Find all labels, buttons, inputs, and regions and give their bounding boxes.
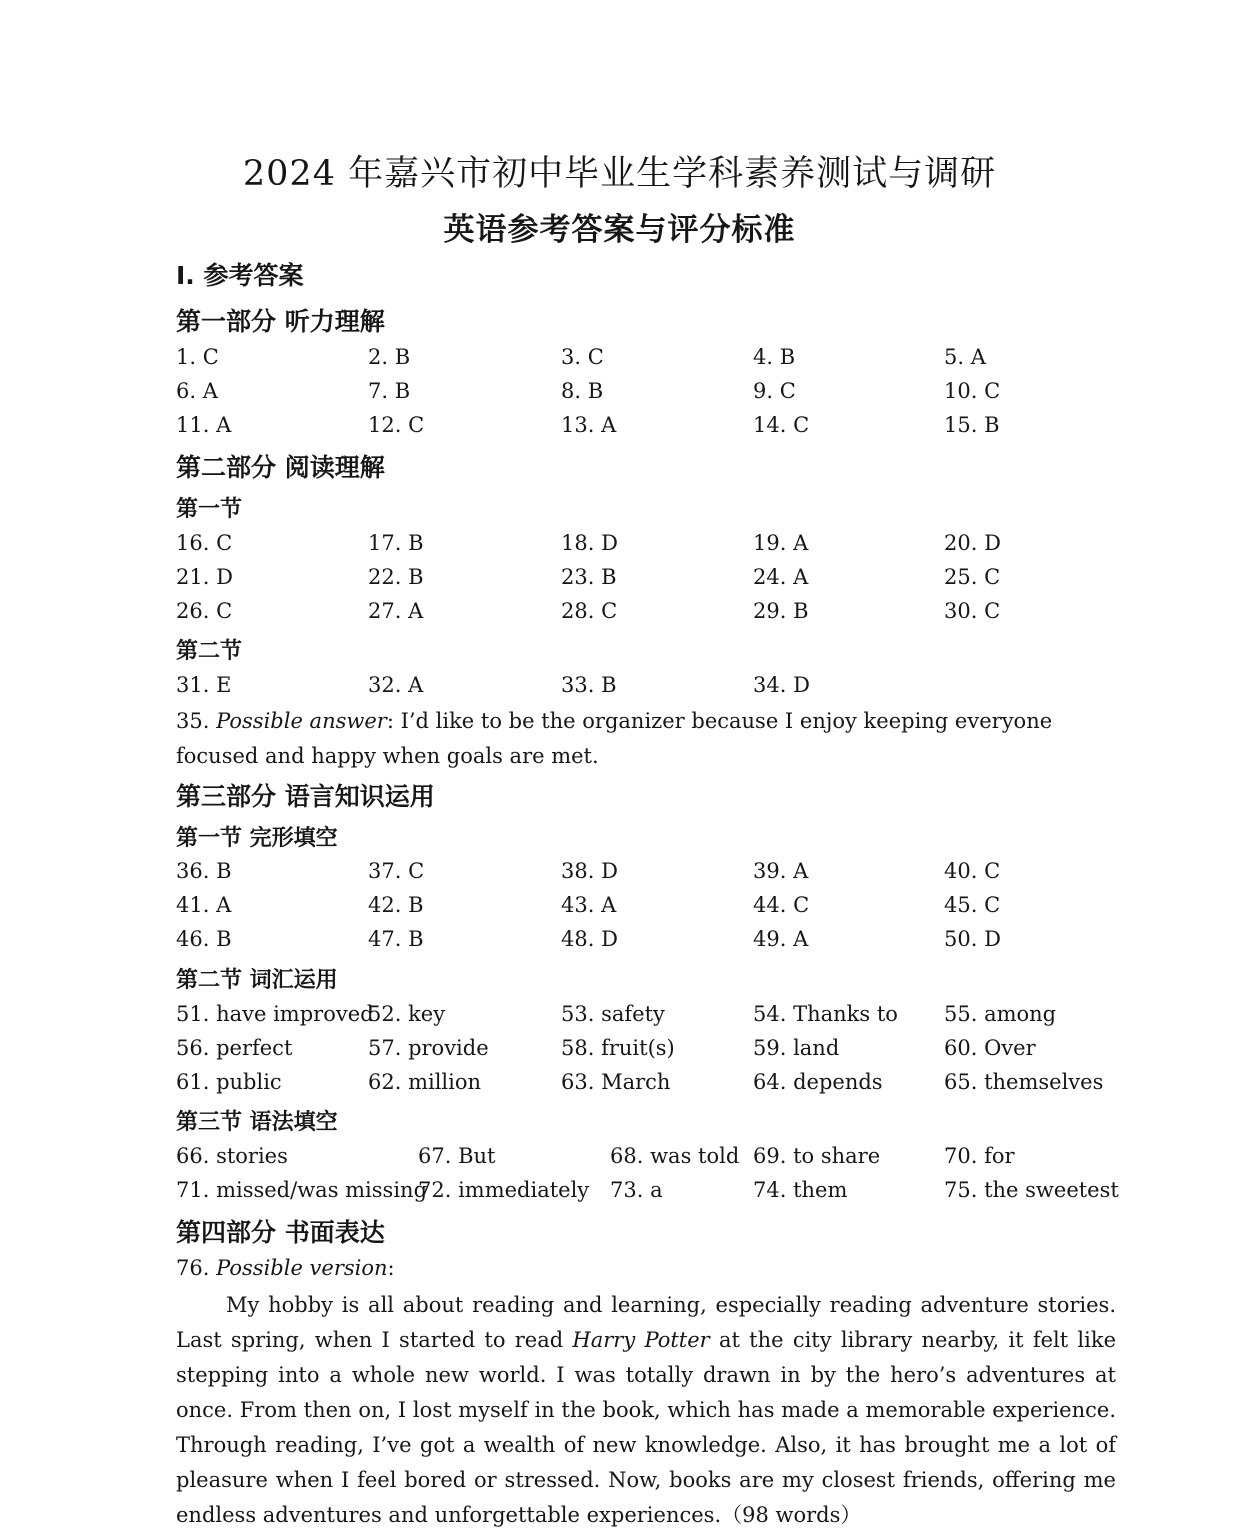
essay-text-part1: My hobby is all about reading and learning, especially reading adventure stories. Last spring, when I started to read [176,1293,1116,1352]
answer-item: 14. C [753,413,810,437]
part2-section1-heading: 第一节 [176,497,243,522]
answer-item: 64. depends [753,1070,883,1094]
answer-item: 75. the sweetest [944,1178,1119,1202]
answer-item: 65. themselves [944,1070,1104,1094]
answer-item: 22. B [368,565,424,589]
q76-number: 76. [176,1256,210,1280]
answer-item: 5. A [944,345,986,369]
answer-item: 30. C [944,599,1001,623]
answer-item: 73. a [610,1178,663,1202]
answer-item: 3. C [561,345,604,369]
question-35-answer [176,704,1116,774]
answer-item: 6. A [176,379,218,403]
answer-item: 16. C [176,531,233,555]
part2-heading: 第二部分 阅读理解 [176,453,385,482]
part3-section3-heading: 第三节 语法填空 [176,1110,338,1135]
answer-item: 13. A [561,413,617,437]
essay-text-part2: at the city library nearby, it felt like stepping into a whole new world. I was totally drawn in by the hero’s adventures at once. From then on, I lost myself in the book, which has made a memorable experience. Through reading, I’ve got a wealth of new knowledge. Also, it has brought me a lot of pleasure when I feel bored or stressed. Now, books are my closest friends, offering me endless adventures and unforgettable experiences.（98 words） [176,1328,1117,1527]
answer-item: 31. E [176,673,232,697]
answer-item: 57. provide [368,1036,489,1060]
answer-item: 27. A [368,599,424,623]
answer-item: 67. But [418,1144,496,1168]
answer-item: 53. safety [561,1002,665,1026]
answer-item: 23. B [561,565,617,589]
question-76-label [176,1256,395,1280]
answer-item: 29. B [753,599,809,623]
answer-item: 55. among [944,1002,1057,1026]
answer-item: 20. D [944,531,1001,555]
answer-item: 1. C [176,345,219,369]
answer-item: 46. B [176,927,232,951]
page-title: 2024 年嘉兴市初中毕业生学科素养测试与调研 [242,154,997,194]
answer-item: 37. C [368,859,425,883]
answer-item: 60. Over [944,1036,1036,1060]
answer-item: 72. immediately [418,1178,590,1202]
answer-item: 19. A [753,531,809,555]
part2-section2-heading: 第二节 [176,639,243,664]
answer-item: 9. C [753,379,796,403]
answer-item: 33. B [561,673,617,697]
answer-item: 69. to share [753,1144,881,1168]
answer-item: 12. C [368,413,425,437]
answer-item: 34. D [753,673,810,697]
part3-section2-heading: 第二节 词汇运用 [176,968,338,993]
answer-item: 4. B [753,345,796,369]
answer-item: 45. C [944,893,1001,917]
answer-item: 21. D [176,565,233,589]
answer-item: 61. public [176,1070,282,1094]
answer-item: 70. for [944,1144,1015,1168]
answer-item: 17. B [368,531,424,555]
q35-label: Possible answer [216,709,387,733]
answer-item: 32. A [368,673,424,697]
answer-item: 7. B [368,379,411,403]
q76-label: Possible version [216,1256,388,1280]
answer-item: 39. A [753,859,809,883]
answer-item: 59. land [753,1036,840,1060]
answer-item: 38. D [561,859,618,883]
answer-item: 49. A [753,927,809,951]
answer-item: 11. A [176,413,232,437]
answer-item: 36. B [176,859,232,883]
answer-item: 8. B [561,379,604,403]
answer-item: 43. A [561,893,617,917]
answer-item: 54. Thanks to [753,1002,898,1026]
answer-item: 40. C [944,859,1001,883]
answer-item: 41. A [176,893,232,917]
part3-heading: 第三部分 语言知识运用 [176,782,435,811]
answer-item: 74. them [753,1178,848,1202]
q35-text: : I’d like to be the organizer because I enjoy keeping everyone focused and happy when goals are met. [176,709,1053,768]
essay-book-title: Harry Potter [572,1328,710,1352]
answer-item: 47. B [368,927,424,951]
answer-item: 56. perfect [176,1036,293,1060]
answer-item: 42. B [368,893,424,917]
answer-item: 63. March [561,1070,671,1094]
answer-item: 44. C [753,893,810,917]
answer-item: 10. C [944,379,1001,403]
answer-item: 66. stories [176,1144,288,1168]
answer-item: 25. C [944,565,1001,589]
part1-heading: 第一部分 听力理解 [176,307,385,336]
answer-item: 71. missed/was missing [176,1178,428,1202]
answer-item: 62. million [368,1070,482,1094]
part4-heading: 第四部分 书面表达 [176,1218,385,1247]
answer-item: 2. B [368,345,411,369]
q35-number: 35. [176,709,210,733]
page-subtitle: 英语参考答案与评分标准 [443,212,796,248]
answer-item: 24. A [753,565,809,589]
answer-item: 18. D [561,531,618,555]
answer-item: 50. D [944,927,1001,951]
answer-item: 52. key [368,1002,446,1026]
part3-section1-heading: 第一节 完形填空 [176,826,338,851]
answer-item: 28. C [561,599,618,623]
answer-item: 68. was told [610,1144,740,1168]
section-reference-answers-heading: I. 参考答案 [176,261,304,290]
answer-item: 26. C [176,599,233,623]
answer-item: 58. fruit(s) [561,1036,675,1060]
sample-essay [176,1288,1116,1533]
answer-item: 48. D [561,927,618,951]
answer-item: 15. B [944,413,1000,437]
q76-colon: : [387,1256,395,1280]
answer-item: 51. have improved [176,1002,374,1026]
